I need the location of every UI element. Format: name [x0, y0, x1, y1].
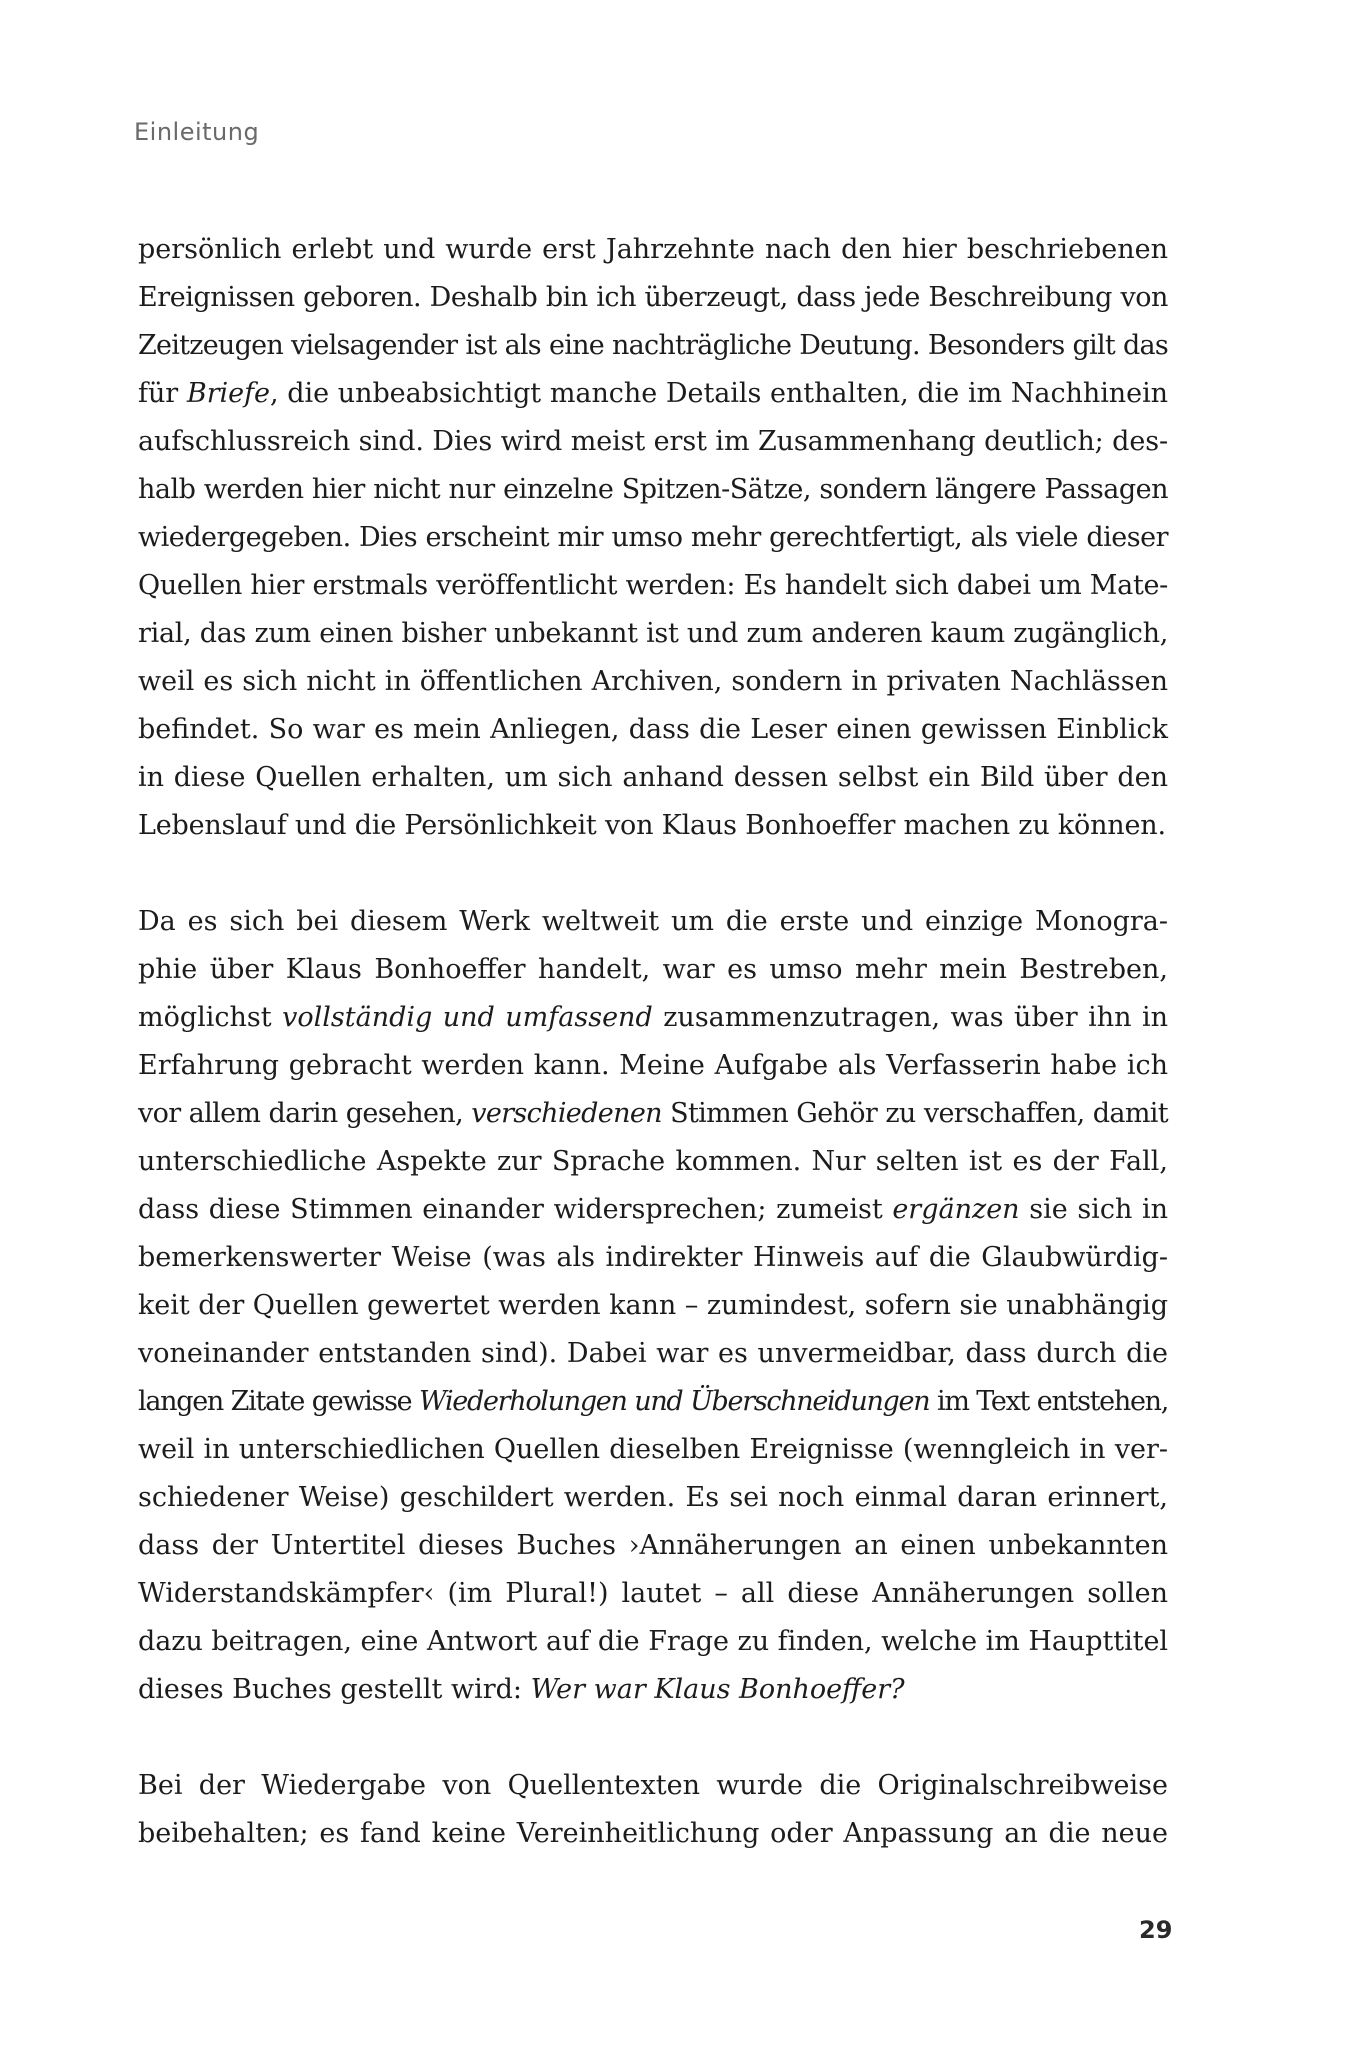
text-line — [138, 322, 1168, 370]
text-line — [138, 706, 1168, 754]
paragraph — [138, 226, 1168, 850]
text-line — [138, 1234, 1168, 1282]
page-number: 29 — [1139, 1916, 1173, 1944]
text-segment: keit der Quellen gewertet werden kann – zumindest, sofern sie unabhängig — [138, 1290, 1168, 1321]
text-line — [138, 802, 1168, 850]
text-segment: rial, das zum einen bisher unbekannt ist und zum anderen kaum zugänglich, — [138, 618, 1168, 649]
text-line — [138, 1522, 1168, 1570]
text-line — [138, 514, 1168, 562]
text-line — [138, 658, 1168, 706]
running-head: Einleitung — [134, 118, 260, 146]
text-line — [138, 1282, 1168, 1330]
text-segment: zusammenzutragen, was über ihn in — [652, 1002, 1168, 1033]
text-line — [138, 1810, 1168, 1858]
text-segment: möglichst — [138, 1002, 283, 1033]
text-line — [138, 898, 1168, 946]
text-segment: Bei der Wiedergabe von Quellentexten wurde die Originalschreibweise — [138, 1770, 1168, 1801]
text-segment: , die unbeabsichtigt manche Details enthalten, die im Nachhinein — [269, 378, 1168, 409]
italic-text: vollständig und umfassend — [282, 1002, 653, 1033]
text-line — [138, 466, 1168, 514]
text-segment: Zeitzeugen vielsagender ist als eine nachträgliche Deutung. Besonders gilt das — [138, 330, 1168, 361]
text-segment: Ereignissen geboren. Deshalb bin ich überzeugt, dass jede Beschreibung von — [138, 282, 1168, 313]
text-segment: befindet. So war es mein Anliegen, dass die Leser einen gewissen Einblick — [138, 714, 1168, 745]
italic-text: Briefe — [186, 378, 270, 409]
text-segment: dieses Buches gestellt wird: — [138, 1674, 531, 1705]
text-segment: Widerstandskämpfer‹ (im Plural!) lautet – all diese Annäherungen sollen — [138, 1578, 1168, 1609]
text-segment: Lebenslauf und die Persönlichkeit von Klaus Bonhoeffer machen zu können. — [138, 810, 1166, 841]
text-line — [138, 1378, 1168, 1426]
text-segment: weil in unterschiedlichen Quellen dieselben Ereignisse (wenngleich in ver- — [138, 1434, 1168, 1465]
text-segment: bemerkenswerter Weise (was als indirekter Hinweis auf die Glaubwürdig- — [138, 1242, 1168, 1273]
text-segment: in diese Quellen erhalten, um sich anhand dessen selbst ein Bild über den — [138, 762, 1168, 793]
text-line — [138, 754, 1168, 802]
text-segment: für — [138, 378, 187, 409]
text-line — [138, 1138, 1168, 1186]
text-line — [138, 370, 1168, 418]
text-segment: persönlich erlebt und wurde erst Jahrzehnte nach den hier beschriebenen — [138, 234, 1168, 265]
text-line — [138, 610, 1168, 658]
italic-text: verschiedenen — [471, 1098, 662, 1129]
text-segment: Quellen hier erstmals veröffentlicht werden: Es handelt sich dabei um Mate- — [138, 570, 1168, 601]
text-segment: vor allem darin gesehen, — [138, 1098, 472, 1129]
text-line — [138, 1570, 1168, 1618]
text-line — [138, 1042, 1168, 1090]
text-line — [138, 274, 1168, 322]
text-line — [138, 1330, 1168, 1378]
text-segment: voneinander entstanden sind). Dabei war es unvermeidbar, dass durch die — [138, 1338, 1168, 1369]
body-text — [138, 226, 1168, 1858]
text-segment: beibehalten; es fand keine Vereinheitlichung oder Anpassung an die neue — [138, 1818, 1168, 1849]
text-segment: unterschiedliche Aspekte zur Sprache kommen. Nur selten ist es der Fall, — [138, 1146, 1168, 1177]
text-segment: wiedergegeben. Dies erscheint mir umso mehr gerechtfertigt, als viele dieser — [138, 522, 1168, 553]
text-segment: im Text entstehen, — [929, 1386, 1169, 1417]
text-segment: dazu beitragen, eine Antwort auf die Frage zu finden, welche im Haupttitel — [138, 1626, 1168, 1657]
text-line — [138, 994, 1168, 1042]
text-segment: sie sich in — [1019, 1194, 1168, 1225]
text-segment: Stimmen Gehör zu verschaffen, damit — [661, 1098, 1168, 1129]
text-line — [138, 1618, 1168, 1666]
text-segment: Da es sich bei diesem Werk weltweit um die erste und einzige Monogra- — [138, 906, 1168, 937]
text-line — [138, 1426, 1168, 1474]
text-segment: phie über Klaus Bonhoeffer handelt, war es umso mehr mein Bestreben, — [138, 954, 1168, 985]
text-line — [138, 1762, 1168, 1810]
text-line — [138, 1666, 1168, 1714]
text-line — [138, 1090, 1168, 1138]
text-line — [138, 562, 1168, 610]
text-segment: schiedener Weise) geschildert werden. Es sei noch einmal daran erinnert, — [138, 1482, 1168, 1513]
text-segment: dass diese Stimmen einander widersprechen; zumeist — [138, 1194, 893, 1225]
italic-text: ergänzen — [892, 1194, 1020, 1225]
text-line — [138, 1186, 1168, 1234]
text-line — [138, 418, 1168, 466]
text-line — [138, 1474, 1168, 1522]
text-line — [138, 226, 1168, 274]
paragraph — [138, 898, 1168, 1714]
italic-text: Wer war Klaus Bonhoeffer? — [530, 1674, 905, 1705]
text-segment: halb werden hier nicht nur einzelne Spitzen-Sätze, sondern längere Passagen — [138, 474, 1168, 505]
text-segment: weil es sich nicht in öffentlichen Archiven, sondern in privaten Nachlässen — [138, 666, 1168, 697]
text-segment: aufschlussreich sind. Dies wird meist erst im Zusammenhang deutlich; des- — [138, 426, 1168, 457]
text-segment: dass der Untertitel dieses Buches ›Annäherungen an einen unbekannten — [138, 1530, 1168, 1561]
italic-text: Wiederholungen und Überschneidungen — [419, 1386, 930, 1417]
text-segment: langen Zitate gewisse — [138, 1386, 419, 1417]
text-line — [138, 946, 1168, 994]
paragraph — [138, 1762, 1168, 1858]
text-segment: Erfahrung gebracht werden kann. Meine Aufgabe als Verfasserin habe ich — [138, 1050, 1168, 1081]
